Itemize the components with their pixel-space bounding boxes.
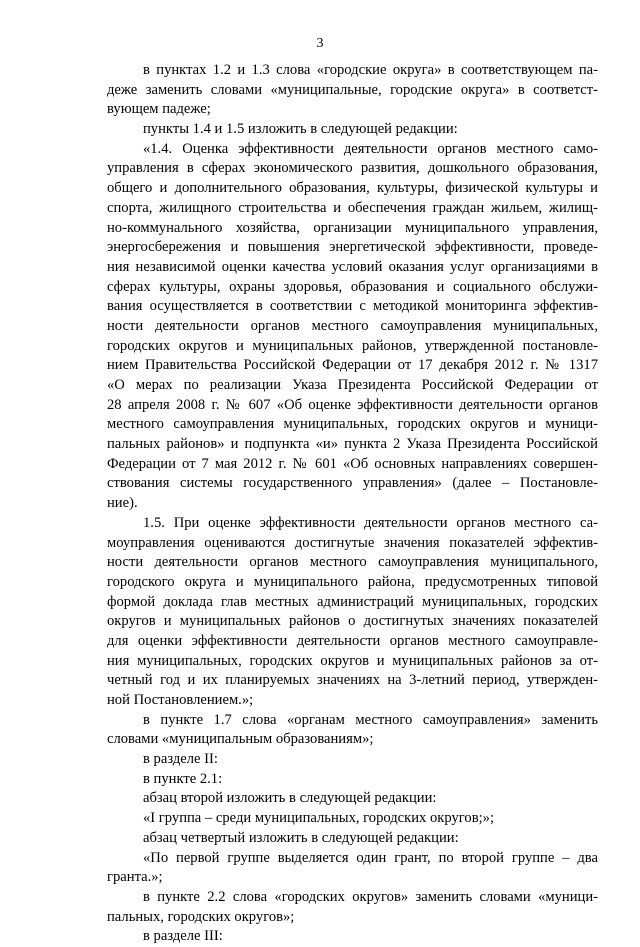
text-line: в пункте 2.1: — [143, 770, 223, 787]
text-line: спорта, жилищного строительства и обеспечения граждан жильем, жилищ- — [107, 199, 598, 216]
text-line: местного самоуправления муниципальных, городских округов и муници- — [107, 416, 598, 433]
document-body — [107, 61, 598, 947]
text-line: пункты 1.4 и 1.5 изложить в следующей редакции: — [143, 121, 458, 138]
text-line: «I группа – среди муниципальных, городских округов;»; — [143, 810, 495, 827]
text-line: пальных, городских округов»; — [107, 908, 295, 925]
text-line: ности деятельности органов местного самоуправления муниципального, — [107, 554, 598, 571]
text-line: в пунктах 1.2 и 1.3 слова «городские округа» в соответствующем па- — [143, 62, 598, 78]
text-line: ния муниципальных, городских округов и муниципальных районов за от- — [107, 652, 598, 669]
text-line: ствования системы государственного управления» (далее – Постановле- — [107, 475, 598, 492]
text-line: формой доклада глав местных администраций муниципальных, городских — [107, 593, 598, 610]
text-line: энергосбережения и повышения энергетической эффективности, проведе- — [107, 239, 598, 256]
text-line: сферах культуры, охраны здоровья, образования и социального обслужи- — [107, 278, 598, 295]
text-line: 28 апреля 2008 г. № 607 «Об оценке эффективности деятельности органов — [107, 396, 598, 413]
text-line: моуправления оцениваются достигнутые значения показателей эффектив- — [107, 534, 598, 551]
text-line: нием Правительства Российской Федерации от 17 декабря 2012 г. № 1317 — [107, 357, 598, 374]
text-line: гранта.»; — [107, 869, 163, 886]
text-line: «1.4. Оценка эффективности деятельности органов местного само- — [143, 140, 598, 157]
text-line: четный год и их планируемых значениях на 3-летний период, утвержден- — [107, 672, 598, 689]
text-line: вующем падеже; — [107, 101, 211, 118]
text-line: для оценки эффективности деятельности органов местного самоуправле- — [107, 632, 598, 649]
text-line: городских округов и муниципальных районов, утвержденной постановле- — [107, 337, 598, 354]
text-line: «О мерах по реализации Указа Президента Российской Федерации от — [107, 377, 598, 393]
text-line: в разделе II: — [143, 751, 218, 768]
text-line: пальных районов» и подпункта «и» пункта 2 Указа Президента Российской — [107, 436, 598, 453]
text-line: «По первой группе выделяется один грант, по второй группе – два — [143, 849, 598, 866]
text-line: в пункте 2.2 слова «городских округов» заменить словами «муници- — [143, 888, 598, 905]
text-line: словами «муниципальным образованиям»; — [107, 731, 374, 748]
text-line: но-коммунального хозяйства, организации муниципального управления, — [107, 219, 598, 236]
text-line: деже заменить словами «муниципальные, городские округа» в соответст- — [107, 81, 598, 98]
text-line: ния независимой оценки качества условий оказания услуг организациями в — [107, 258, 598, 275]
text-line: в разделе III: — [143, 928, 223, 945]
text-line: городского округа и муниципального района, предусмотренных типовой — [107, 573, 598, 590]
text-line: ние). — [107, 495, 138, 512]
text-line: абзац второй изложить в следующей редакции: — [143, 790, 437, 807]
text-line: вания осуществляется в соответствии с методикой мониторинга эффектив- — [107, 298, 598, 315]
text-line: ности деятельности органов местного самоуправления муниципальных, — [107, 317, 598, 334]
page-number: 3 — [316, 36, 324, 51]
text-line: 1.5. При оценке эффективности деятельности органов местного са- — [143, 514, 598, 531]
text-line: Федерации от 7 мая 2012 г. № 601 «Об основных направлениях совершен- — [107, 455, 598, 472]
text-line: ной Постановлением.»; — [107, 692, 254, 708]
text-line: абзац четвертый изложить в следующей редакции: — [143, 829, 459, 846]
text-line: округов и муниципальных районов о достигнутых значениях показателей — [107, 613, 598, 630]
text-line: управления в сферах экономического развития, дошкольного образования, — [107, 160, 598, 177]
text-line: общего и дополнительного образования, культуры, физической культуры и — [107, 180, 598, 197]
text-line: в пункте 1.7 слова «органам местного самоуправления» заменить — [143, 711, 598, 728]
